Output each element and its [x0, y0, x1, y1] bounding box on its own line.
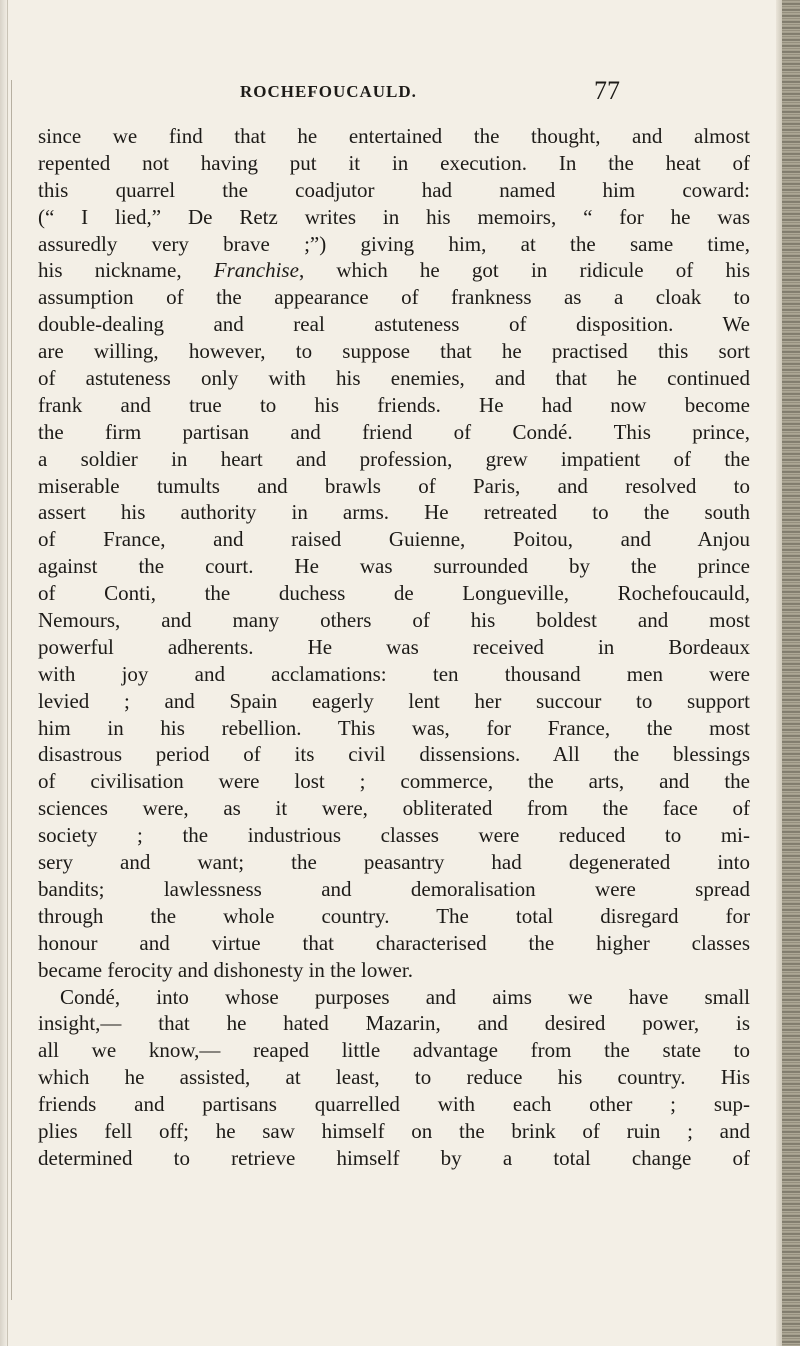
text-line: of France, and raised Guienne, Poitou, and Anjou: [38, 527, 750, 552]
text-line: became ferocity and dishonesty in the lower.: [38, 957, 413, 982]
text-line: powerful adherents. He was received in Bordeaux: [38, 634, 750, 659]
text-line: sciences were, as it were, obliterated from the face of: [38, 796, 750, 821]
body-text: [38, 123, 750, 1172]
text-line: against the court. He was surrounded by the prince: [38, 554, 750, 579]
text-line: all we know,— reaped little advantage from the state to: [38, 1038, 750, 1063]
page-stack-edge: [782, 0, 800, 1346]
text-line: assuredly very brave ;”) giving him, at the same time,: [38, 231, 750, 256]
text-line: with joy and acclamations: ten thousand men were: [38, 661, 750, 686]
text-line: sery and want; the peasantry had degenerated into: [38, 850, 750, 875]
text-line: the firm partisan and friend of Condé. This prince,: [38, 419, 750, 444]
text-line: since we find that he entertained the thought, and almost: [38, 124, 750, 148]
text-line: miserable tumults and brawls of Paris, and resolved to: [38, 473, 750, 498]
text-line: (“ I lied,” De Retz writes in his memoirs, “ for he was: [38, 204, 750, 229]
text-line: levied ; and Spain eagerly lent her succour to support: [38, 688, 750, 713]
text-segment: , which he got in ridicule of his: [298, 258, 750, 283]
text-line: of civilisation were lost ; commerce, the arts, and the: [38, 769, 750, 794]
text-line: assumption of the appearance of frankness as a cloak to: [38, 285, 750, 310]
text-line: disastrous period of its civil dissensions. All the blessings: [38, 742, 750, 767]
text-line: [38, 257, 750, 284]
text-line: of astuteness only with his enemies, and that he continued: [38, 366, 750, 391]
text-line: him in his rebellion. This was, for France, the most: [38, 715, 750, 740]
text-line: society ; the industrious classes were reduced to mi-: [38, 823, 750, 848]
text-line: determined to retrieve himself by a total change of: [38, 1145, 750, 1170]
binding-shadow-line: [11, 80, 12, 1300]
text-line: friends and partisans quarrelled with each other ; sup-: [38, 1092, 750, 1117]
text-line: assert his authority in arms. He retreated to the south: [38, 500, 750, 525]
text-line: bandits; lawlessness and demoralisation were spread: [38, 876, 750, 901]
text-segment: his nickname,: [38, 258, 214, 283]
text-line: repented not having put it in execution. In the heat of: [38, 150, 750, 175]
text-line: which he assisted, at least, to reduce his country. His: [38, 1065, 750, 1090]
text-line: frank and true to his friends. He had now become: [38, 392, 750, 417]
text-line: this quarrel the coadjutor had named him coward:: [38, 177, 750, 202]
text-line: a soldier in heart and profession, grew impatient of the: [38, 446, 750, 471]
text-line: are willing, however, to suppose that he practised this sort: [38, 339, 750, 364]
running-head-title: ROCHEFOUCAULD.: [240, 82, 417, 101]
text-line: double-dealing and real astuteness of disposition. We: [38, 312, 750, 337]
text-line: plies fell off; he saw himself on the brink of ruin ; and: [38, 1118, 750, 1143]
page-number: 77: [594, 76, 620, 105]
text-line: Condé, into whose purposes and aims we have small: [60, 984, 750, 1009]
text-line: insight,— that he hated Mazarin, and desired power, is: [38, 1011, 750, 1036]
italic-term-franchise: Franchise: [213, 258, 299, 283]
text-line: honour and virtue that characterised the higher classes: [38, 930, 750, 955]
text-line: of Conti, the duchess de Longueville, Rochefoucauld,: [38, 581, 750, 606]
text-line: Nemours, and many others of his boldest and most: [38, 608, 750, 633]
text-line: through the whole country. The total disregard for: [38, 903, 750, 928]
page-binding-edge: [0, 0, 8, 1346]
